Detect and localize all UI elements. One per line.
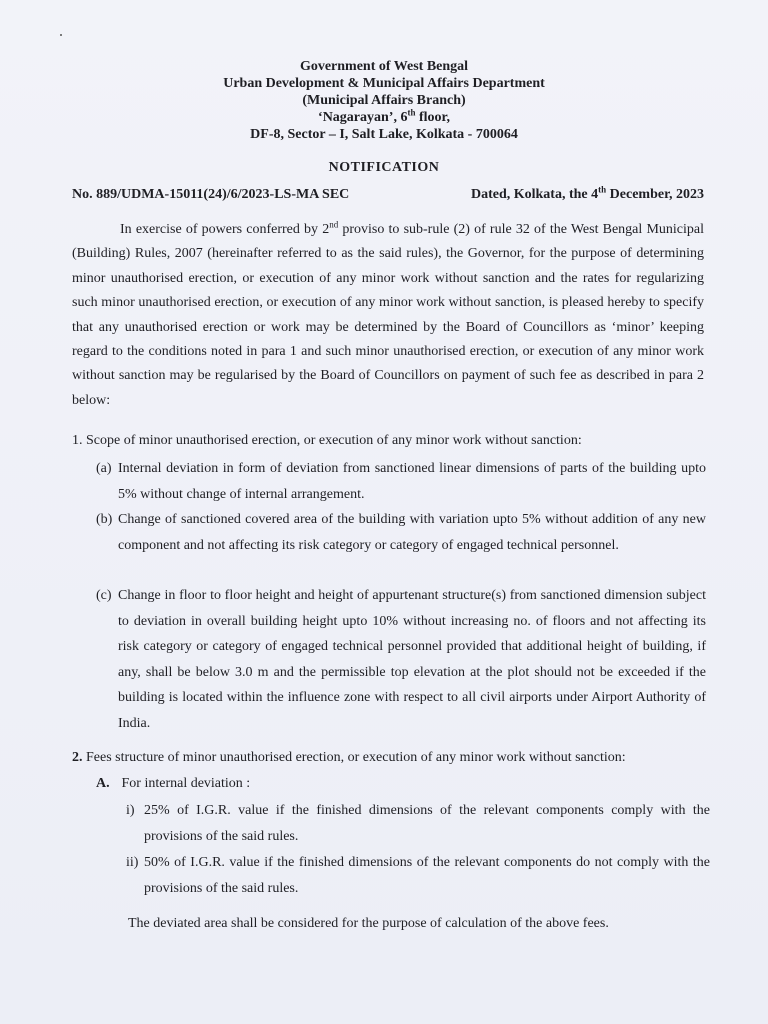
header-building-name: ‘Nagarayan’, 6 bbox=[318, 110, 408, 125]
section2-number: 2. bbox=[72, 750, 83, 765]
intro-paragraph bbox=[72, 218, 704, 413]
header-floor-suffix: th bbox=[407, 107, 416, 118]
reference-date bbox=[470, 184, 704, 203]
item-label: (c) bbox=[96, 588, 112, 603]
item-label: (b) bbox=[96, 512, 113, 527]
closing-note: The deviated area shall be considered for the purpose of calculation of the above fees. bbox=[128, 916, 609, 931]
item-text: 50% of I.G.R. value if the finished dimensions of the relevant components do not comply with the provisions of the said rules. bbox=[144, 855, 710, 896]
subsection-a-heading bbox=[96, 774, 250, 794]
intro-start: In exercise of powers conferred by 2 bbox=[120, 222, 330, 237]
reference-number: No. 889/UDMA-15011(24)/6/2023-LS-MA SEC bbox=[72, 187, 350, 202]
section1-heading: 1. Scope of minor unauthorised erection, or execution of any minor work without sanction: bbox=[72, 433, 582, 448]
header-line-branch: (Municipal Affairs Branch) bbox=[302, 93, 466, 108]
section1-item-c bbox=[96, 583, 706, 737]
item-text: Change of sanctioned covered area of the building with variation upto 5% without addition of any new component and not affecting its risk category or category of engaged technical personnel. bbox=[118, 512, 706, 553]
date-rest: December, 2023 bbox=[606, 187, 704, 202]
item-label: i) bbox=[126, 803, 135, 818]
intro-suffix: nd bbox=[329, 219, 339, 230]
item-label: (a) bbox=[96, 461, 112, 476]
subsection-a-text: For internal deviation : bbox=[121, 776, 251, 791]
item-text: Change in floor to floor height and height of appurtenant structure(s) from sanctioned dimension subject to deviation in overall building height upto 10% without increasing no. of floors and not affecting its risk category or category of engaged technical personnel provided that additional height of building, if any, shall be below 3.0 m and the permissible top elevation at the plot should not be exceeded if the building is located within the influence zone with respect to all civil airports under Airport Authority of India. bbox=[118, 588, 706, 731]
scan-speck bbox=[60, 34, 62, 36]
header-line-building bbox=[0, 109, 768, 126]
section1-item-a bbox=[96, 456, 706, 507]
letterhead bbox=[0, 58, 768, 143]
intro-rest: proviso to sub-rule (2) of rule 32 of the West Bengal Municipal (Building) Rules, 2007 (hereinafter referred to as the said rules), the Governor, for the purpose of determining minor unauthorised erection, or execution of any minor work without sanction and the rates for regularizing such minor unauthorised erection, or execution of any minor work without sanction, is pleased hereby to specify that any unauthorised erection or work may be determined by the Board of Councillors as ‘minor’ keeping regard to the conditions noted in para 1 and such minor unauthorised erection, or execution of any minor work without sanction may be regularised by the Board of Councillors on payment of such fee as described in para 2 below: bbox=[72, 222, 704, 408]
section2-heading-text: Fees structure of minor unauthorised erection, or execution of any minor work without sanction: bbox=[82, 750, 626, 765]
subsection-a-label: A. bbox=[96, 776, 110, 791]
subsection-a-item-i bbox=[126, 798, 710, 850]
item-label: ii) bbox=[126, 855, 139, 870]
item-text: 25% of I.G.R. value if the finished dimensions of the relevant components comply with the provisions of the said rules. bbox=[144, 803, 710, 844]
item-text: Internal deviation in form of deviation from sanctioned linear dimensions of parts of the building upto 5% without change of internal arrangement. bbox=[118, 461, 706, 502]
date-suffix: th bbox=[598, 184, 607, 195]
subsection-a-item-ii bbox=[126, 850, 710, 902]
notification-title: NOTIFICATION bbox=[328, 160, 440, 175]
header-line-address: DF-8, Sector – I, Salt Lake, Kolkata - 700064 bbox=[250, 127, 518, 142]
header-line-government: Government of West Bengal bbox=[299, 59, 469, 74]
section2-heading bbox=[72, 748, 712, 768]
header-line-department: Urban Development & Municipal Affairs Department bbox=[223, 76, 545, 91]
date-prefix: Dated, Kolkata, the 4 bbox=[470, 187, 599, 202]
section1-item-b bbox=[96, 507, 706, 558]
header-floor-text: floor, bbox=[415, 110, 450, 125]
